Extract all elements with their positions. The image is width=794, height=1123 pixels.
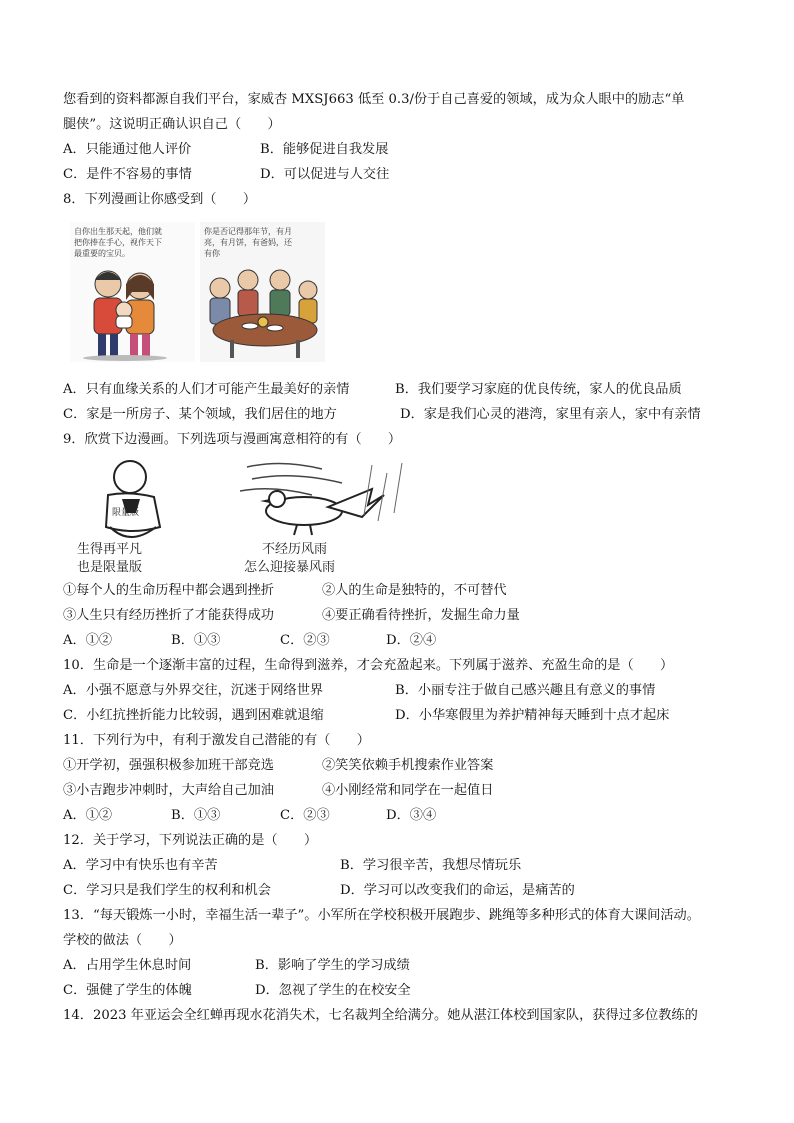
q8-option-a: A．只有血缘关系的人们才可能产生最美好的亲情 bbox=[63, 382, 350, 397]
q10-option-d: D．小华寒假里为养护精神每天睡到十点才起床 bbox=[395, 708, 670, 723]
q7-option-d: D．可以促进与人交往 bbox=[260, 167, 390, 182]
limited-edition-figure bbox=[106, 461, 160, 537]
q9-statement-3: ③人生只有经历挫折了才能获得成功 bbox=[63, 608, 274, 623]
q8-right-text-3: 有你 bbox=[204, 249, 220, 258]
q8-option-d: D．家是我们心灵的港湾，家里有亲人，家中有亲情 bbox=[400, 407, 701, 422]
q12-option-b: B．学习很辛苦，我想尽情玩乐 bbox=[340, 858, 522, 873]
q13-option-c: C．强健了学生的体魄 bbox=[63, 983, 192, 998]
q7-option-a: A．只能通过他人评价 bbox=[63, 142, 192, 157]
q9-option-c: C．②③ bbox=[280, 633, 330, 648]
q10-option-b: B．小丽专注于做自己感兴趣且有意义的事情 bbox=[395, 683, 656, 698]
q8-stem: 8．下列漫画让你感受到（ ） bbox=[63, 192, 257, 207]
q11-option-b: B．①③ bbox=[171, 808, 221, 823]
q11-option-d: D．③④ bbox=[386, 808, 437, 823]
q10-stem: 10．生命是一个逐渐丰富的过程，生命得到滋养，才会充盈起来。下列属于滋养、充盈生命的是（ ） bbox=[63, 658, 674, 673]
q12-stem: 12．关于学习，下列说法正确的是（ ） bbox=[63, 833, 318, 848]
q8-left-text-3: 最重要的宝贝。 bbox=[74, 249, 130, 258]
q9-statement-4: ④要正确看待挫折，发掘生命力量 bbox=[322, 608, 520, 623]
bird-in-storm-figure bbox=[240, 463, 402, 535]
q9-statement-2: ②人的生命是独特的，不可替代 bbox=[322, 583, 507, 598]
q14-stem: 14．2023 年亚运会全红蝉再现水花消失术，七名裁判全给满分。她从湛江体校到国家队，获得过多位教练的 bbox=[63, 1008, 698, 1023]
q8-option-c: C．家是一所房子、某个领域，我们居住的地方 bbox=[63, 407, 337, 422]
q11-statement-3: ③小吉跑步冲刺时，大声给自己加油 bbox=[63, 783, 274, 798]
q9-caption-2-line2: 怎么迎接暴风雨 bbox=[244, 560, 336, 575]
q9-caption-2-line1: 不经历风雨 bbox=[262, 542, 328, 557]
q9-option-b: B．①③ bbox=[171, 633, 221, 648]
q11-option-a: A．①② bbox=[63, 808, 113, 823]
q10-option-c: C．小红抗挫折能力比较弱，遇到困难就退缩 bbox=[63, 708, 324, 723]
q9-statement-1: ①每个人的生命历程中都会遇到挫折 bbox=[63, 583, 274, 598]
q8-cartoon bbox=[70, 222, 325, 362]
q13-option-d: D．忽视了学生的在校安全 bbox=[255, 983, 411, 998]
q12-option-a: A．学习中有快乐也有辛苦 bbox=[63, 858, 218, 873]
q10-option-a: A．小强不愿意与外界交往，沉迷于网络世界 bbox=[63, 683, 324, 698]
q8-cartoon-illustration bbox=[70, 222, 325, 362]
q8-left-text-1: 自你出生那天起，他们就 bbox=[74, 227, 162, 236]
q9-cartoon bbox=[72, 455, 424, 575]
q13-option-b: B．影响了学生的学习成绩 bbox=[255, 958, 410, 973]
q12-option-d: D．学习可以改变我们的命运，是痛苦的 bbox=[340, 883, 575, 898]
q7-option-b: B．能够促进自我发展 bbox=[260, 142, 389, 157]
q9-stem: 9．欣赏下边漫画。下列选项与漫画寓意相符的有（ ） bbox=[63, 432, 402, 447]
q7-option-c: C．是件不容易的事情 bbox=[63, 167, 192, 182]
q9-cartoon-illustration bbox=[72, 455, 424, 575]
q9-option-a: A．①② bbox=[63, 633, 113, 648]
q13-stem-line2: 学校的做法（ ） bbox=[63, 933, 182, 948]
q9-option-d: D．②④ bbox=[386, 633, 437, 648]
q11-stem: 11．下列行为中，有利于激发自己潜能的有（ ） bbox=[63, 733, 370, 748]
q8-right-text-1: 你是否记得那年节，有月 bbox=[204, 227, 292, 236]
q11-statement-2: ②笑笑依赖手机搜索作业答案 bbox=[322, 758, 494, 773]
q9-caption-1-line2: 也是限量版 bbox=[77, 560, 143, 575]
q13-stem-line1: 13．“每天锻炼一小时，幸福生活一辈子”。小军所在学校积极开展跑步、跳绳等多种形式的体育大课间活动。 bbox=[63, 908, 700, 923]
q7-continuation-line1: 您看到的资料都源自我们平台，家威杏 MXSJ663 低至 0.3/份于自己喜爱的领域，成为众人眼中的励志“单 bbox=[63, 92, 685, 107]
q9-caption-1-line1: 生得再平凡 bbox=[77, 542, 143, 557]
q8-left-text-2: 把你捧在手心，视作天下 bbox=[74, 238, 162, 247]
q12-option-c: C．学习只是我们学生的权利和机会 bbox=[63, 883, 271, 898]
q11-statement-4: ④小刚经常和同学在一起值日 bbox=[322, 783, 494, 798]
q8-right-text-2: 亮，有月饼，有爸妈，还 bbox=[204, 238, 292, 247]
q8-option-b: B．我们要学习家庭的优良传统，家人的优良品质 bbox=[395, 382, 682, 397]
q11-option-c: C．②③ bbox=[280, 808, 330, 823]
q7-continuation-line2: 腿侠”。这说明正确认识自己（ ） bbox=[63, 117, 281, 132]
q11-statement-1: ①开学初，强强积极参加班干部竞选 bbox=[63, 758, 274, 773]
q13-option-a: A．占用学生休息时间 bbox=[63, 958, 192, 973]
svg-text:限量版: 限量版 bbox=[112, 508, 140, 518]
